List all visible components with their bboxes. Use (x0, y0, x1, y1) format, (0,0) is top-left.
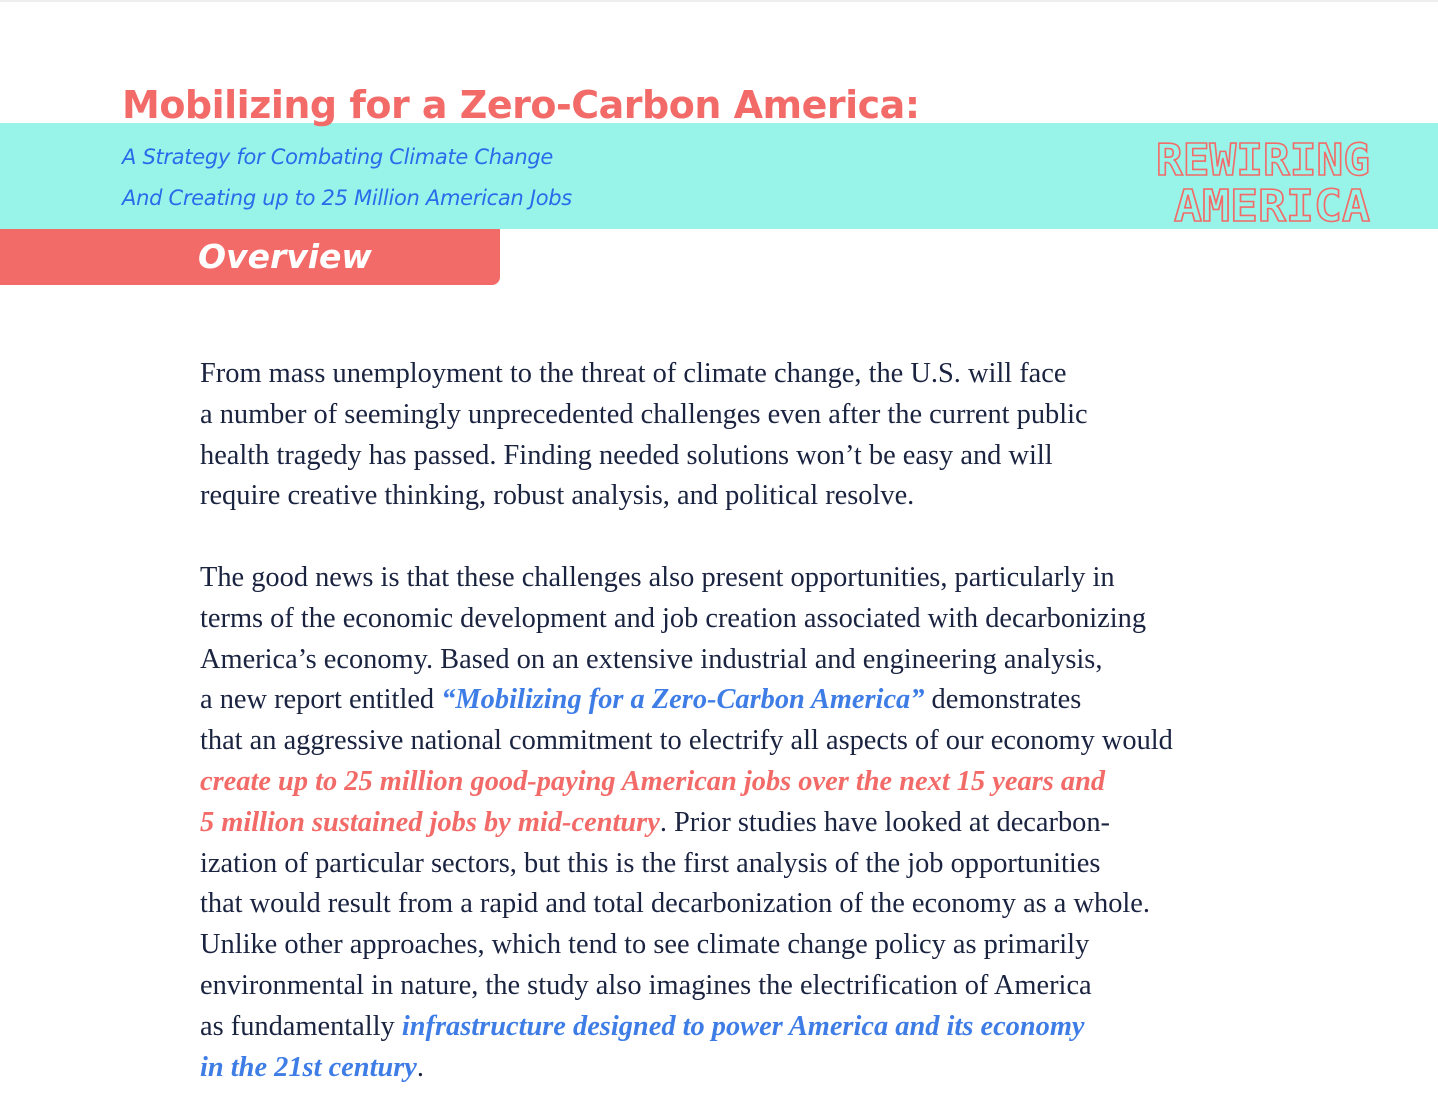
paragraph-2-line-1: The good news is that these challenges also present opportunities, particularly in (200, 561, 1115, 593)
paragraph-2-line-9: that would result from a rapid and total decarbonization of the economy as a whole. (200, 888, 1150, 920)
paragraph-2-line-7 (200, 803, 1310, 844)
text-segment: demonstrates (924, 684, 1082, 716)
section-header-overview (0, 229, 500, 285)
infrastructure-highlight-line-1: infrastructure designed to power America and its economy (401, 1010, 1085, 1042)
logo-text-line-2: AMERICA (1174, 181, 1370, 227)
paragraph-2-line-8: ization of particular sectors, but this is the first analysis of the job opportunities (200, 847, 1101, 879)
paragraph-2-line-12 (200, 1007, 1310, 1048)
body-content (200, 354, 1310, 1088)
subtitle-banner (0, 123, 1438, 229)
jobs-highlight-line-1: create up to 25 million good-paying American jobs over the next 15 years and (200, 765, 1106, 797)
paragraph-2-line-3: America’s economy. Based on an extensive industrial and engineering analysis, (200, 643, 1103, 675)
paragraph-2-line-2: terms of the economic development and job creation associated with decarbonizing (200, 602, 1147, 634)
paragraph-2-line-13 (200, 1048, 1310, 1089)
page-title: Mobilizing for a Zero-Carbon America: (122, 83, 920, 127)
subtitle-line-1: A Strategy for Combating Climate Change (122, 145, 553, 169)
text-segment: as fundamentally (200, 1010, 402, 1042)
paragraph-1-line-1: From mass unemployment to the threat of climate change, the U.S. will face (200, 358, 1067, 389)
paragraph-2-line-11: environmental in nature, the study also imagines the electrification of America (200, 969, 1092, 1001)
report-title-link[interactable]: “Mobilizing for a Zero-Carbon America” (441, 684, 925, 716)
text-segment: a new report entitled (200, 684, 442, 716)
rewiring-america-logo (1154, 127, 1374, 227)
section-label: Overview (198, 237, 372, 276)
paragraph-2 (200, 558, 1310, 1088)
paragraph-2-line-10: Unlike other approaches, which tend to see climate change policy as primarily (200, 929, 1090, 961)
paragraph-1-line-3: health tragedy has passed. Finding needed solutions won’t be easy and will (200, 439, 1053, 471)
logo-text-line-1: REWIRING (1156, 135, 1370, 186)
text-segment: . (416, 1051, 425, 1083)
subtitle-line-2: And Creating up to 25 Million American Jobs (122, 186, 572, 210)
jobs-highlight-line-2: 5 million sustained jobs by mid-century (200, 806, 660, 838)
paragraph-1 (200, 354, 1310, 517)
paragraph-2-line-4 (200, 680, 1310, 721)
infrastructure-highlight-line-2: in the 21st century (200, 1051, 417, 1083)
paragraph-1-line-2: a number of seemingly unprecedented challenges even after the current public (200, 398, 1088, 430)
text-segment: . Prior studies have looked at decarbon- (659, 806, 1110, 838)
paragraph-1-line-4: require creative thinking, robust analysis, and political resolve. (200, 480, 915, 512)
top-divider (0, 0, 1438, 2)
paragraph-2-line-5: that an aggressive national commitment to electrify all aspects of our economy would (200, 725, 1173, 757)
